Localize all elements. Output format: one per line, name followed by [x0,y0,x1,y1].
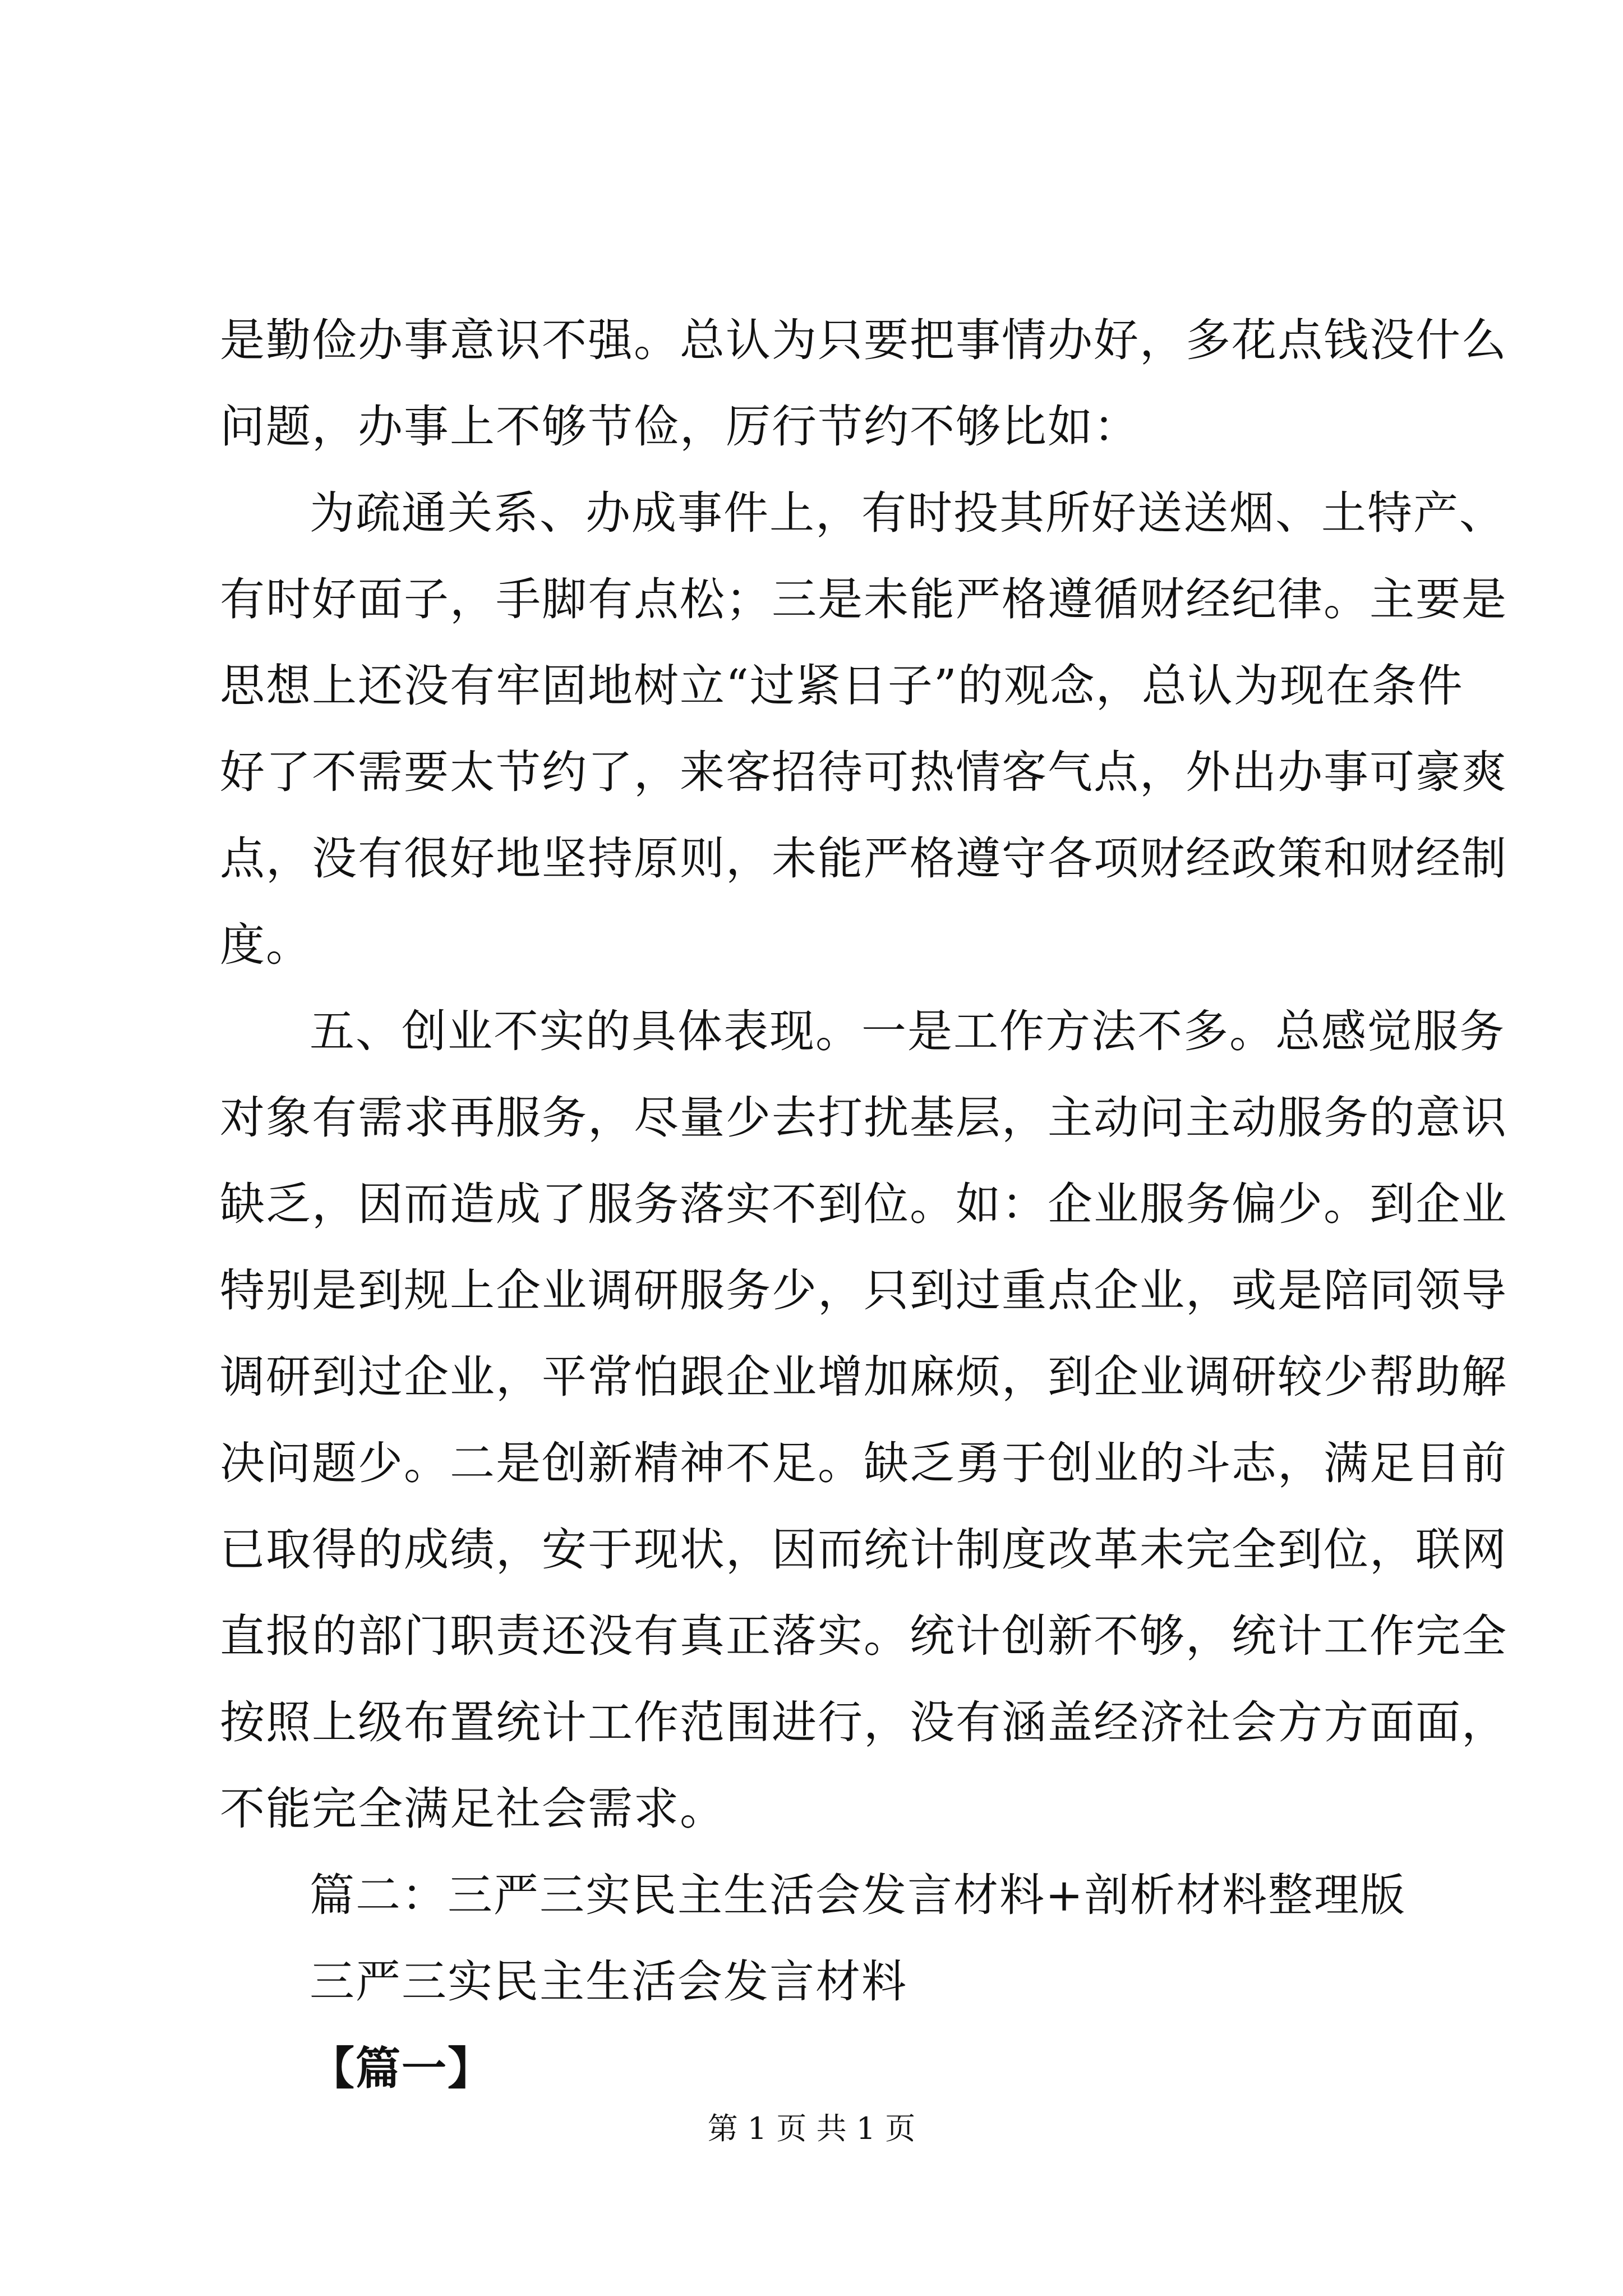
text-line: 决问题少。二是创新精神不足。缺乏勇于创业的斗志，满足目前 [220,1437,1507,1489]
text-line: 已取得的成绩，安于现状，因而统计制度改革未完全到位，联网 [220,1524,1507,1576]
page-footer: 第 1 页 共 1 页 [707,2111,916,2146]
text-line: 点，没有很好地坚持原则，未能严格遵守各项财经政策和财经制 [220,832,1507,885]
text-line: 缺乏，因而造成了服务落实不到位。如：企业服务偏少。到企业 [220,1178,1507,1230]
text-line: 不能完全满足社会需求。 [220,1783,726,1835]
section-heading-part-two: 篇二：三严三实民主生活会发言材料+剖析材料整理版 [310,1869,1407,1921]
text-line: 按照上级布置统计工作范围进行，没有涵盖经济社会方方面面， [220,1696,1507,1749]
document-body [220,297,1507,2111]
section-heading-part-one: 【篇一】 [310,2042,494,2095]
text-line: 直报的部门职责还没有真正落实。统计创新不够，统计工作完全 [220,1610,1507,1662]
text-line: 对象有需求再服务，尽量少去打扰基层，主动问主动服务的意识 [220,1092,1507,1144]
text-line: 五、创业不实的具体表现。一是工作方法不多。总感觉服务 [310,1005,1505,1057]
text-line: 问题，办事上不够节俭，厉行节约不够比如： [220,401,1140,453]
text-line: 思想上还没有牢固地树立“过紧日子”的观念，总认为现在条件 [220,660,1464,712]
paragraph-entrepreneurship [220,988,1507,1852]
text-line: 有时好面子，手脚有点松；三是未能严格遵循财经纪律。主要是 [220,573,1507,625]
paragraph-frugality [220,297,1507,470]
text-line: 调研到过企业，平常怕跟企业增加麻烦，到企业调研较少帮助解 [220,1351,1507,1403]
section-heading-speech-material: 三严三实民主生活会发言材料 [310,1955,907,2008]
text-line: 度。 [220,919,312,971]
text-line: 是勤俭办事意识不强。总认为只要把事情办好，多花点钱没什么 [220,314,1507,366]
text-line: 特别是到规上企业调研服务少，只到过重点企业，或是陪同领导 [220,1264,1507,1317]
text-line: 好了不需要太节约了，来客招待可热情客气点，外出办事可豪爽 [220,746,1507,798]
paragraph-relations [220,470,1507,988]
text-line: 为疏通关系、办成事件上，有时投其所好送送烟、土特产、 [310,487,1505,539]
